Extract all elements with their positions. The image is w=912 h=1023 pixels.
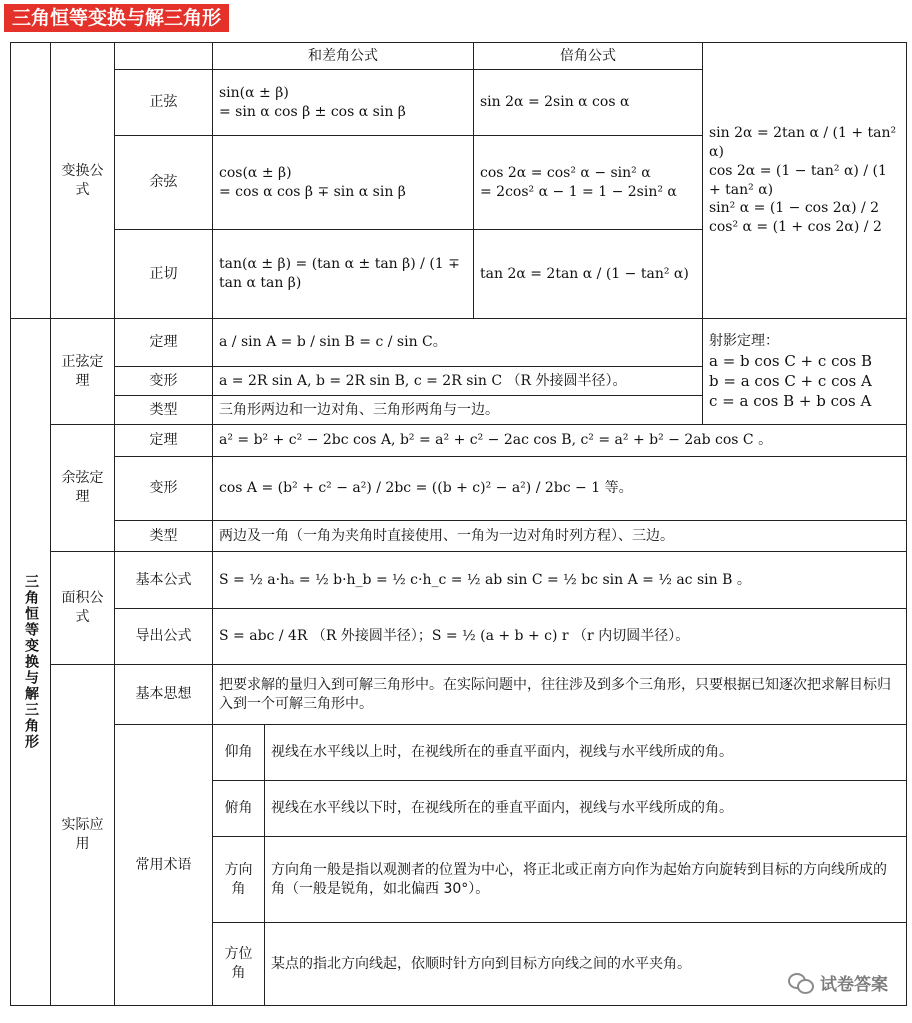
blank-corner-cell (11, 43, 51, 319)
law-cosines-type: 两边及一角（一角为夹角时直接使用、一角为一边对角时列方程）、三边。 (213, 521, 907, 552)
side-formula-1: sin 2α = 2tan α / (1 + tan² α) (709, 124, 897, 160)
law-sines-theorem-label: 定理 (115, 319, 213, 367)
law-sines-type-label: 类型 (115, 396, 213, 425)
projection-line-2: b = a cos C + c cos A (709, 371, 872, 390)
solve-vertical-text: 三角恒等变换与解三角形 (22, 574, 39, 750)
side-formula-3: sin² α = (1 − cos 2α) / 2 (709, 200, 880, 217)
area-label: 面积公式 (51, 552, 115, 665)
law-sines-variant-label: 变形 (115, 367, 213, 396)
cosine-label: 余弦 (115, 136, 213, 230)
side-formulas (703, 43, 907, 319)
term-desc-depression: 视线在水平线以下时，在视线所在的垂直平面内，视线与水平线所成的角。 (265, 781, 907, 837)
header-sum-diff: 和差角公式 (213, 43, 474, 70)
projection-line-3: c = a cos B + b cos A (709, 392, 872, 411)
area-derived-formula: S = abc / 4R （R 外接圆半径）；S = ½ (a + b + c) r （r 内切圆半径）。 (213, 609, 907, 665)
term-name-azimuth: 方位角 (213, 923, 265, 1006)
page-title: 三角恒等变换与解三角形 (4, 4, 229, 32)
solve-vertical-label (11, 319, 51, 1006)
tangent-sum-formula: tan(α ± β) = (tan α ± tan β) / (1 ∓ tan α tan β) (213, 230, 474, 319)
side-formula-4: cos² α = (1 + cos 2α) / 2 (709, 219, 882, 236)
application-label: 实际应用 (51, 665, 115, 1006)
transform-label: 变换公式 (51, 43, 115, 319)
law-sines-label: 正弦定理 (51, 319, 115, 425)
law-cosines-theorem-label: 定理 (115, 425, 213, 457)
application-terms-label: 常用术语 (115, 725, 213, 1006)
area-basic-label: 基本公式 (115, 552, 213, 609)
term-desc-direction: 方向角一般是指以观测者的位置为中心，将正北或正南方向作为起始方向旋转到目标的方向线所成的角（一般是锐角，如北偏西 30°）。 (265, 837, 907, 923)
tangent-label: 正切 (115, 230, 213, 319)
law-sines-type: 三角形两边和一边对角、三角形两角与一边。 (213, 396, 703, 425)
tangent-double-formula: tan 2α = 2tan α / (1 − tan² α) (474, 230, 703, 319)
law-cosines-variant: cos A = (b² + c² − a²) / 2bc = ((b + c)² − a²) / 2bc − 1 等。 (213, 457, 907, 521)
law-cosines-variant-label: 变形 (115, 457, 213, 521)
header-double-angle: 倍角公式 (474, 43, 703, 70)
sine-sum-formula: sin(α ± β) = sin α cos β ± cos α sin β (213, 70, 474, 136)
area-basic-formula: S = ½ a·hₐ = ½ b·h_b = ½ c·h_c = ½ ab sin C = ½ bc sin A = ½ ac sin B 。 (213, 552, 907, 609)
blank-header-cell (115, 43, 213, 70)
area-derived-label: 导出公式 (115, 609, 213, 665)
term-name-elevation: 仰角 (213, 725, 265, 781)
sine-label: 正弦 (115, 70, 213, 136)
application-idea: 把要求解的量归入到可解三角形中。在实际问题中，往往涉及到多个三角形，只要根据已知逐次把求解目标归入到一个可解三角形中。 (213, 665, 907, 725)
law-cosines-theorem: a² = b² + c² − 2bc cos A, b² = a² + c² − 2ac cos B, c² = a² + b² − 2ab cos C 。 (213, 425, 907, 457)
projection-theorem (703, 319, 907, 425)
formula-table (10, 42, 907, 1006)
application-idea-label: 基本思想 (115, 665, 213, 725)
term-desc-azimuth: 某点的指北方向线起，依顺时针方向到目标方向线之间的水平夹角。 (265, 923, 907, 1006)
term-desc-elevation: 视线在水平线以上时，在视线所在的垂直平面内，视线与水平线所成的角。 (265, 725, 907, 781)
projection-line-1: a = b cos C + c cos B (709, 351, 872, 370)
wechat-icon (788, 973, 814, 993)
cosine-double-formula: cos 2α = cos² α − sin² α = 2cos² α − 1 = 1 − 2sin² α (474, 136, 703, 230)
watermark (788, 970, 888, 995)
law-sines-variant: a = 2R sin A, b = 2R sin B, c = 2R sin C （R 外接圆半径）。 (213, 367, 703, 396)
side-formula-2: cos 2α = (1 − tan² α) / (1 + tan² α) (709, 162, 887, 198)
cosine-sum-formula: cos(α ± β) = cos α cos β ∓ sin α sin β (213, 136, 474, 230)
watermark-text: 试卷答案 (820, 975, 888, 995)
law-cosines-label: 余弦定理 (51, 425, 115, 552)
law-sines-theorem: a / sin A = b / sin B = c / sin C。 (213, 319, 703, 367)
projection-title: 射影定理： (709, 332, 779, 349)
law-cosines-type-label: 类型 (115, 521, 213, 552)
sine-double-formula: sin 2α = 2sin α cos α (474, 70, 703, 136)
term-name-depression: 俯角 (213, 781, 265, 837)
term-name-direction: 方向角 (213, 837, 265, 923)
